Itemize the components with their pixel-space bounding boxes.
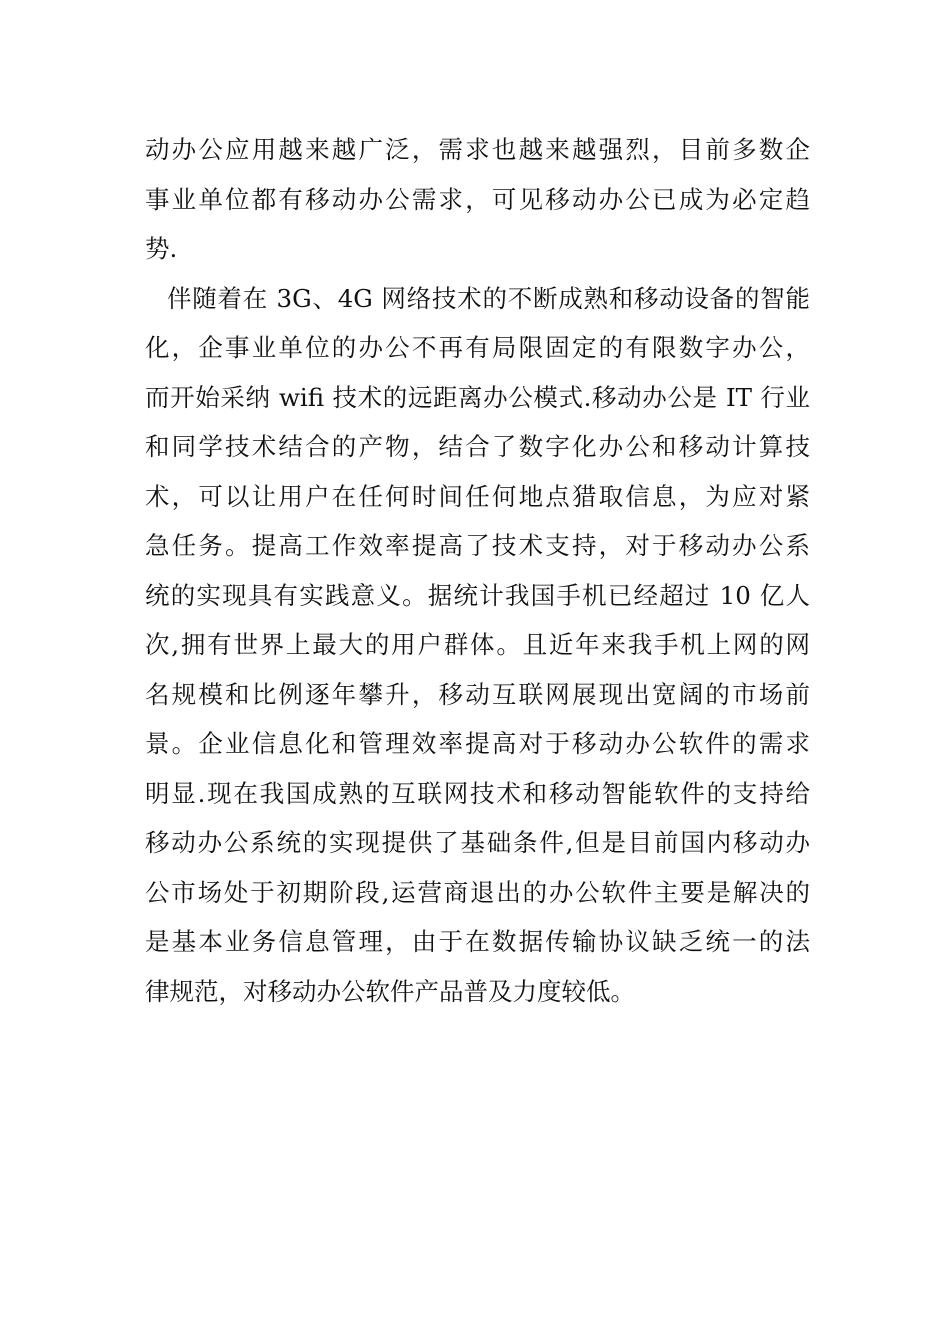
- paragraph-1: [145, 125, 810, 274]
- paragraph-2-line-12: 移动办公系统的实现提供了基础条件,但是目前国内移动办: [145, 828, 810, 857]
- paragraph-2-line-3: 而开始采纳 wifi 技术的远距离办公模式.移动办公是 IT 行业: [145, 382, 810, 412]
- paragraph-2-line-9: 名规模和比例逐年攀升，移动互联网展现出宽阔的市场前: [145, 679, 810, 709]
- paragraph-2-line-13: 公市场处于初期阶段,运营商退出的办公软件主要是解决的: [145, 877, 810, 907]
- paragraph-2-line-1: 伴随着在 3G、4G 网络技术的不断成熟和移动设备的智能: [167, 283, 810, 313]
- paragraph-2-line-15: 律规范，对移动办公软件产品普及力度较低。: [145, 976, 635, 1006]
- paragraph-2-line-5: 术，可以让用户在任何时间任何地点猎取信息，为应对紧: [145, 481, 810, 511]
- paragraph-1-line-3: 势.: [145, 234, 178, 263]
- paragraph-2-line-14: 是基本业务信息管理，由于在数据传输协议缺乏统一的法: [145, 927, 810, 956]
- paragraph-2-line-4: 和同学技术结合的产物，结合了数字化办公和移动计算技: [145, 432, 810, 461]
- paragraph-1-line-1: 动办公应用越来越广泛，需求也越来越强烈，目前多数企: [145, 135, 810, 164]
- paragraph-2-line-8: 次,拥有世界上最大的用户群体。且近年来我手机上网的网: [145, 630, 810, 659]
- paragraph-1-line-2: 事业单位都有移动办公需求，可见移动办公已成为必定趋: [145, 184, 810, 214]
- paragraph-2-line-11: 明显.现在我国成熟的互联网技术和移动智能软件的支持给: [145, 778, 810, 808]
- paragraph-2-line-7: 统的实现具有实践意义。据统计我国手机已经超过 10 亿人: [145, 580, 810, 610]
- paragraph-2: [145, 274, 810, 1017]
- paragraph-2-line-6: 急任务。提高工作效率提高了技术支持，对于移动办公系: [145, 531, 810, 560]
- paragraph-2-line-10: 景。企业信息化和管理效率提高对于移动办公软件的需求: [145, 729, 810, 758]
- document-body: [145, 125, 810, 1016]
- paragraph-2-line-2: 化，企事业单位的办公不再有局限固定的有限数字办公，: [145, 333, 810, 362]
